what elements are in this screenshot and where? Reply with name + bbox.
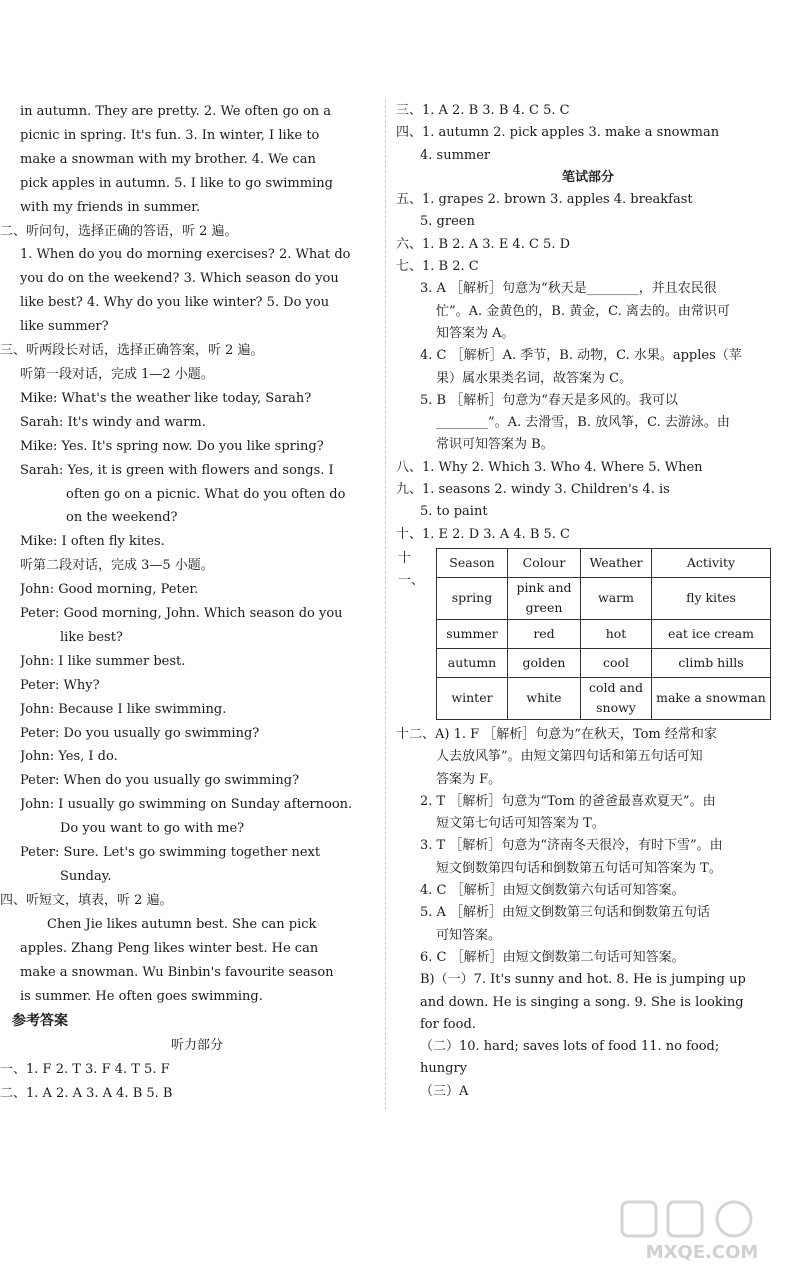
answer-line: 八、1. Why 2. Which 3. Who 4. Where 5. When (396, 459, 703, 475)
explanation-line: 果）属水果类名词，故答案为 C。 (436, 370, 633, 386)
dialogue-line: Peter: When do you usually go swimming? (20, 773, 300, 789)
explanation-line: 人去放风筝”。由短文第四句话和第五句话可知 (436, 749, 703, 765)
table-row (437, 619, 771, 648)
answer-line: and down. He is singing a song. 9. She is looking (420, 994, 744, 1010)
answer-line: （三）A (420, 1083, 469, 1099)
dialogue-line: Peter: Do you usually go swimming? (20, 725, 260, 741)
dialogue-line: often go on a picnic. What do you often do (66, 486, 346, 502)
table-label: 十一、 (398, 550, 425, 588)
text-line: in autumn. They are pretty. 2. We often go on a (20, 104, 331, 119)
table-cell: white (508, 677, 581, 719)
text-line: make a snowman with my brother. 4. We can (20, 151, 316, 167)
text-line: pick apples in autumn. 5. I like to go swimming (20, 175, 333, 191)
table-cell: fly kites (652, 577, 771, 619)
answer-line: 六、1. B 2. A 3. E 4. C 5. D (396, 236, 571, 252)
text-line: like summer? (20, 319, 109, 335)
watermark-text: MXQE.COM (645, 1242, 759, 1263)
dialogue-line: on the weekend? (66, 510, 178, 526)
text-line: 1. When do you do morning exercises? 2. What do (20, 247, 351, 263)
dialogue-line: Sunday. (60, 869, 112, 884)
table-row (437, 677, 771, 719)
listening-part-heading: 听力部分 (170, 1038, 223, 1054)
table-row (437, 577, 771, 619)
table-cell: spring (437, 577, 508, 619)
answer-line: 一、1. F 2. T 3. F 4. T 5. F (0, 1062, 170, 1078)
passage-line: make a snowman. Wu Binbin's favourite season (20, 964, 334, 980)
table-cell: cold and snowy (581, 677, 652, 719)
answer-line: 九、1. seasons 2. windy 3. Children's 4. is (396, 482, 670, 498)
table-cell: cool (581, 648, 652, 677)
table-header-cell: Season (437, 548, 508, 577)
table-cell: autumn (437, 648, 508, 677)
table-cell: red (508, 619, 581, 648)
table-header-cell: Weather (581, 548, 652, 577)
text-line: you do on the weekend? 3. Which season do you (20, 271, 339, 287)
text-line: 听第二段对话，完成 3—5 小题。 (20, 558, 214, 574)
table-cell: hot (581, 619, 652, 648)
explanation-line: 知答案为 A。 (436, 325, 515, 341)
answer-line: 七、1. B 2. C (396, 259, 479, 275)
answer-line: 二、1. A 2. A 3. A 4. B 5. B (0, 1086, 173, 1102)
explanation-line: 3. A ［解析］句意为“秋天是________，并且农民很 (420, 281, 717, 297)
explanation-line: ________”。A. 去滑雪，B. 放风筝，C. 去游泳。由 (436, 415, 730, 431)
dialogue-line: Sarah: Yes, it is green with flowers and songs. I (20, 462, 334, 478)
explanation-line: 可知答案。 (436, 927, 502, 943)
table-row (437, 648, 771, 677)
right-column (398, 100, 778, 1103)
answer-line: B)（一）7. It's sunny and hot. 8. He is jumping up (420, 972, 746, 988)
answer-line: 5. to paint (420, 504, 488, 520)
answer-line: hungry (420, 1061, 467, 1077)
table-cell: make a snowman (652, 677, 771, 719)
explanation-line: 2. T ［解析］句意为“Tom 的爸爸最喜欢夏天”。由 (420, 793, 716, 809)
dialogue-line: John: I like summer best. (20, 653, 186, 669)
dialogue-line: John: Yes, I do. (20, 749, 118, 765)
explanation-line: 4. C ［解析］A. 季节，B. 动物，C. 水果。apples（苹 (420, 348, 742, 364)
table-cell: winter (437, 677, 508, 719)
table-cell: pink and green (508, 577, 581, 619)
explanation-line: 短文第七句话可知答案为 T。 (436, 816, 605, 832)
explanation-line: 5. A ［解析］由短文倒数第三句话和倒数第五句话 (420, 905, 711, 921)
section-heading: 三、听两段长对话，选择正确答案，听 2 遍。 (0, 343, 264, 359)
table-cell: climb hills (652, 648, 771, 677)
watermark-logo-icon (612, 1196, 792, 1266)
answer-line: 4. summer (420, 147, 491, 163)
passage-line: is summer. He often goes swimming. (20, 988, 263, 1004)
dialogue-line: Peter: Good morning, John. Which season do you (20, 606, 343, 622)
text-line: like best? 4. Why do you like winter? 5. Do you (20, 295, 330, 311)
dialogue-line: Mike: Yes. It's spring now. Do you like spring? (20, 438, 324, 454)
explanation-line: 4. C ［解析］由短文倒数第六句话可知答案。 (420, 883, 685, 899)
table-header-row (437, 548, 771, 577)
table-header-cell: Colour (508, 548, 581, 577)
explanation-line: 3. T ［解析］句意为“济南冬天很冷，有时下雪”。由 (420, 838, 723, 854)
answer-line: 三、1. A 2. B 3. B 4. C 5. C (396, 103, 570, 118)
section-heading: 四、听短文，填表，听 2 遍。 (0, 892, 173, 908)
table-cell: warm (581, 577, 652, 619)
explanation-line: 忙”。A. 金黄色的，B. 黄金，C. 离去的。由常识可 (436, 303, 730, 319)
season-table (436, 548, 771, 720)
explanation-line: 短文倒数第四句话和倒数第五句话可知答案为 T。 (436, 860, 722, 876)
dialogue-line: like best? (60, 629, 123, 645)
explanation-line: 常识可知答案为 B。 (436, 437, 554, 453)
answer-line: for food. (420, 1016, 476, 1032)
dialogue-line: Mike: What's the weather like today, Sarah? (20, 390, 312, 406)
section-heading: 二、听问句，选择正确的答语，听 2 遍。 (0, 223, 238, 239)
table-header-cell: Activity (652, 548, 771, 577)
text-line: picnic in spring. It's fun. 3. In winter, I like to (20, 127, 320, 143)
table-cell: golden (508, 648, 581, 677)
dialogue-line: John: Because I like swimming. (20, 701, 227, 717)
dialogue-line: John: I usually go swimming on Sunday afternoon. (20, 797, 353, 813)
passage-line: Chen Jie likes autumn best. She can pick (47, 916, 317, 932)
dialogue-line: Peter: Sure. Let's go swimming together next (20, 845, 321, 861)
left-column (0, 100, 374, 1106)
explanation-line: 5. B ［解析］句意为“春天是多风的。我可以 (420, 392, 678, 408)
column-divider (385, 100, 386, 1110)
explanation-line: 答案为 F。 (436, 771, 502, 787)
table-cell: summer (437, 619, 508, 648)
answer-line: 五、1. grapes 2. brown 3. apples 4. breakfast (396, 192, 693, 208)
table-cell: eat ice cream (652, 619, 771, 648)
text-line: with my friends in summer. (20, 199, 201, 215)
passage-line: apples. Zhang Peng likes winter best. He can (20, 940, 319, 956)
answer-line: 5. green (420, 214, 475, 230)
season-table-block (398, 548, 778, 720)
written-part-heading: 笔试部分 (561, 169, 614, 185)
answer-line: 四、1. autumn 2. pick apples 3. make a snowman (396, 125, 720, 141)
dialogue-line: John: Good morning, Peter. (20, 582, 199, 598)
dialogue-line: Sarah: It's windy and warm. (20, 414, 206, 430)
dialogue-line: Do you want to go with me? (60, 821, 245, 837)
dialogue-line: Mike: I often fly kites. (20, 534, 165, 550)
explanation-line: 十二、A) 1. F ［解析］句意为“在秋天，Tom 经常和家 (396, 726, 717, 742)
answers-heading: 参考答案 (12, 1013, 68, 1030)
dialogue-line: Peter: Why? (20, 677, 100, 693)
answer-line: 十、1. E 2. D 3. A 4. B 5. C (396, 526, 571, 542)
answer-line: （二）10. hard; saves lots of food 11. no food; (420, 1039, 720, 1055)
text-line: 听第一段对话，完成 1—2 小题。 (20, 366, 214, 382)
explanation-line: 6. C ［解析］由短文倒数第二句话可知答案。 (420, 949, 685, 965)
